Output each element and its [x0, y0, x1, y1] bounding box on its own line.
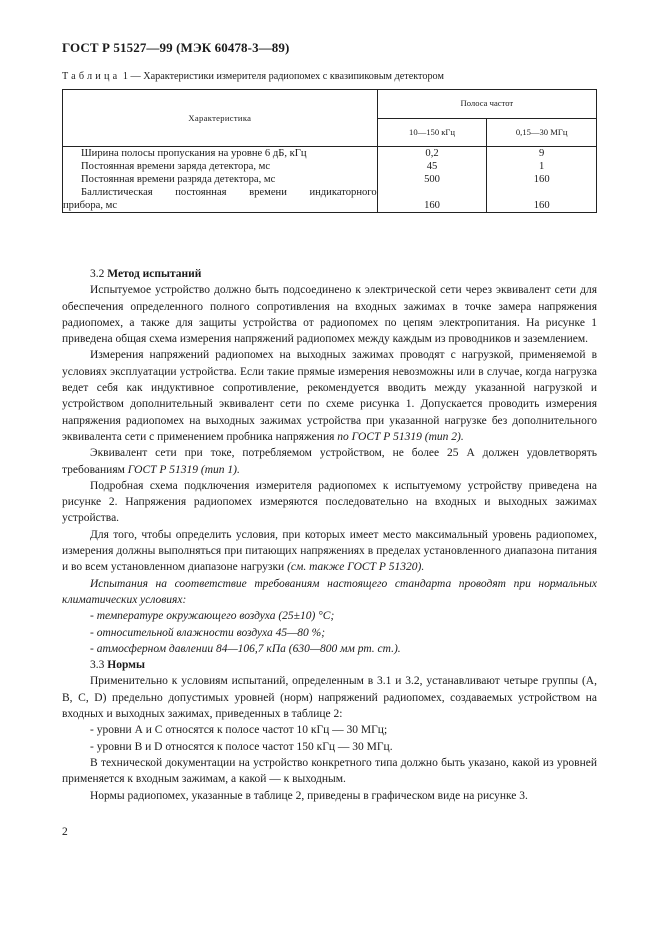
- document-header: ГОСТ Р 51527—99 (МЭК 60478-3—89): [62, 40, 290, 55]
- section-title: Метод испытаний: [107, 268, 202, 280]
- row-name-line-1: Баллистическая постоянная времени индикаторного: [81, 187, 377, 198]
- row-value-1: 500: [377, 173, 487, 186]
- row-value-2: 1: [487, 160, 597, 173]
- section-heading-3-3: 3.3 Нормы: [90, 659, 145, 672]
- header-band-10-150khz: 10—150 кГц: [377, 118, 487, 147]
- paragraph: В технической документации на устройство конкретного типа должно быть указано, какой из уровней применяется к входным зажимам, а какой — к выходным.: [62, 756, 597, 786]
- header-characteristic: Характеристика: [63, 90, 378, 147]
- table-row: [63, 147, 597, 161]
- table-row: [63, 186, 597, 213]
- list-item: - уровни В и D относятся к полосе частот 150 кГц — 30 МГц.: [90, 740, 393, 753]
- standard-reference: ГОСТ Р 51319 (тип 1).: [127, 463, 240, 476]
- table-caption: [62, 71, 444, 82]
- list-item: - атмосферном давлении 84—106,7 кПа (630—800 мм рт. ст.).: [90, 642, 401, 655]
- row-name: Постоянная времени разряда детектора, мс: [81, 174, 276, 185]
- paragraph: Подробная схема подключения измерителя радиопомех к испытуемому устройству приведена на рисунке 2. Напряжения радиопомех измеряются последовательно на входных и выходных зажимах устройства.: [62, 479, 597, 525]
- table-row: [63, 173, 597, 186]
- paragraph: Нормы радиопомех, указанные в таблице 2, приведены в графическом виде на рисунке 3.: [90, 789, 528, 802]
- row-value-2: 160: [487, 186, 597, 213]
- row-value-1: 160: [377, 186, 487, 213]
- page-number: 2: [62, 826, 68, 838]
- header-band-0-15-30mhz: 0,15—30 МГц: [487, 118, 597, 147]
- characteristics-table: [62, 89, 597, 213]
- table-row: [63, 160, 597, 173]
- row-value-2: 160: [487, 173, 597, 186]
- section-title: Нормы: [107, 659, 145, 672]
- row-value-2: 9: [487, 147, 597, 161]
- table-caption-text: 1 — Характеристики измерителя радиопомех с квазипиковым детектором: [122, 71, 444, 82]
- table-caption-word: Таблица: [62, 71, 121, 82]
- row-name: Ширина полосы пропускания на уровне 6 дБ, кГц: [81, 148, 307, 159]
- paragraph: Измерения напряжений радиопомех на выходных зажимах проводят с нагрузкой, применяемой в условиях эксплуатации устройства. Если такие прямые измерения невозможны или в случае, когда нагрузка ведет себя как индуктивное сопротивление, рекомендуется вводить между указанной нагрузкой и устройством дополнительный эквивалент сети по схеме рисунка 1. Допускается проводить измерения напряжения радиопомех на выходных зажимах устройства при указанной нагрузке без дополнительного эквивалента сети с применением пробника напряжения по ГОСТ Р 51319 (тип 2).: [62, 349, 597, 443]
- list-item: - температуре окружающего воздуха (25±10) °С;: [90, 610, 335, 623]
- row-name: Постоянная времени заряда детектора, мс: [81, 161, 271, 172]
- paragraph: Эквивалент сети при токе, потребляемом устройством, не более 25 А должен удовлетворять требованиям ГОСТ Р 51319 (тип 1).: [62, 447, 597, 476]
- paragraph: Для того, чтобы определить условия, при которых имеет место максимальный уровень радиопомех, измерения должны выполняться при питающих напряжениях в пределах установленного диапазона питания и во всем установленном диапазоне нагрузки (см. также ГОСТ Р 51320).: [62, 528, 597, 574]
- list-item: - уровни А и С относятся к полосе частот 10 кГц — 30 МГц;: [90, 724, 388, 737]
- standard-reference: (см. также ГОСТ Р 51320).: [287, 561, 425, 574]
- row-name-line-2: прибора, мс: [63, 200, 118, 211]
- row-value-1: 0,2: [377, 147, 487, 161]
- paragraph: Испытания на соответствие требованиям настоящего стандарта проводят при нормальных климатических условиях:: [62, 577, 597, 606]
- paragraph: Применительно к условиям испытаний, определенным в 3.1 и 3.2, устанавливают четыре группы (А, В, С, D) предельно допустимых уровней (норм) напряжений радиопомех, создаваемых устройством на входных и выходных зажимах, приведенных в таблице 2:: [62, 675, 597, 721]
- standard-reference: по ГОСТ Р 51319 (тип 2).: [337, 430, 464, 443]
- header-frequency-band: Полоса частот: [377, 90, 596, 119]
- paragraph: Испытуемое устройство должно быть подсоединено к электрической сети через эквивалент сети для обеспечения определенного полного сопротивления на входных зажимах в точке замера напряжения радиопомех, а также для защиты устройства от радиопомех по цепям электропитания. На рисунке 1 приведена общая схема измерения напряжений радиопомех между каждым из проводников и заземлением.: [62, 284, 597, 346]
- section-heading-3-2: 3.2 Метод испытаний: [90, 268, 202, 280]
- row-value-1: 45: [377, 160, 487, 173]
- list-item: - относительной влажности воздуха 45—80 %;: [90, 626, 326, 639]
- body-text: [62, 266, 597, 804]
